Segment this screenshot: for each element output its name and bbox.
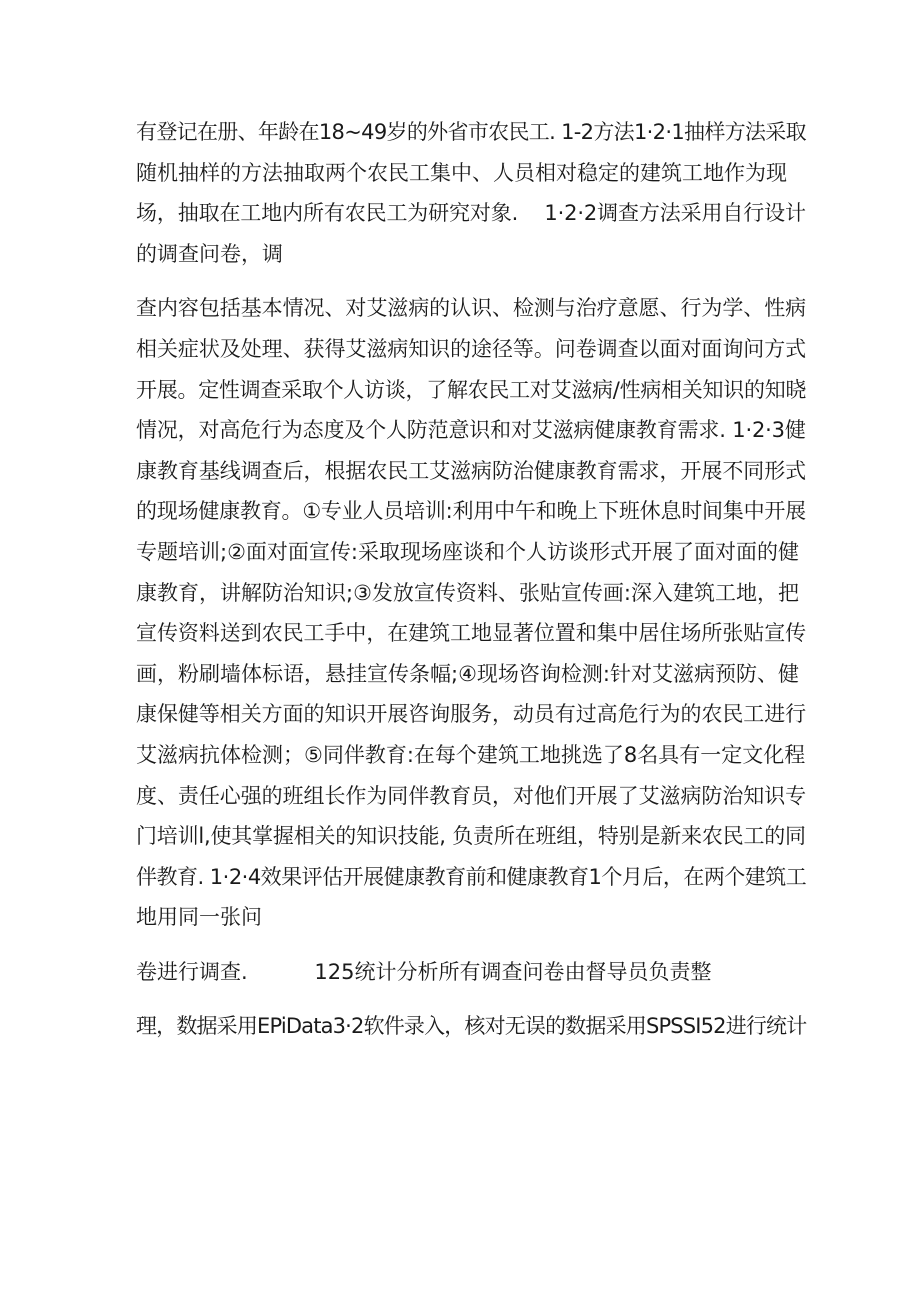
text-line: 情况，对高危行为态度及个人防范意识和对艾滋病健康教育需求. 1·2·3健 [136,418,806,443]
text-line: 门培训l,使其掌握相关的知识技能, 负责所在班组，特别是新来农民工的同 [136,824,806,849]
text-line: 有登记在册、年龄在18~49岁的外省市农民工. 1-2方法1·2·1抽样方法采取 [136,120,806,144]
text-line: 的调查问卷，调 [136,241,283,266]
text-line: 康教育，讲解防治知识;③发放宣传资料、张贴宣传画:深入建筑工地，把 [136,580,799,605]
text-line: 卷进行调查. 125统计分析所有调查问卷由督导员负责整 [136,959,712,984]
text-line: 开展。定性调查采取个人访谈，了解农民工对艾滋病/性病相关知识的知晓 [136,377,807,402]
text-line: 康教育基线调查后，根据农民工艾滋病防治健康教育需求，开展不同形式 [136,458,807,483]
text-line: 随机抽样的方法抽取两个农民工集中、人员相对稳定的建筑工地作为现 [136,160,787,185]
text-line: 度、责任心强的班组长作为同伴教育员，对他们开展了艾滋病防治知识专 [136,783,807,808]
text-line: 场，抽取在工地内所有农民工为研究对象. 1·2·2调查方法采用自行设计 [136,201,806,226]
text-line: 理，数据采用EPiData3·2软件录入，核对无误的数据采用SPSSI52进行统计 [136,1014,807,1039]
text-line: 伴教育. 1·2·4效果评估开展健康教育前和健康教育1个月后，在两个建筑工 [136,864,807,889]
text-line: 专题培训;②面对面宣传:采取现场座谈和个人访谈形式开展了面对面的健 [136,539,799,564]
text-line: 宣传资料送到农民工手中，在建筑工地显著位置和集中居住场所张贴宣传 [136,621,807,646]
text-line: 地用同一张问 [136,905,262,930]
text-line: 康保健等相关方面的知识开展咨询服务，动员有过高危行为的农民工进行 [136,702,807,727]
text-line: 相关症状及处理、获得艾滋病知识的途径等。问卷调查以面对面询问方式 [136,336,807,361]
text-line: 画，粉刷墙体标语，悬挂宣传条幅;④现场咨询检测:针对艾滋病预防、健 [136,661,799,686]
text-line: 查内容包括基本情况、对艾滋病的认识、检测与治疗意愿、行为学、性病 [136,296,807,321]
body-text [136,112,806,1047]
text-line: 的现场健康教育。①专业人员培训:利用中午和晚上下班休息时间集中开展 [136,499,806,524]
text-line: 艾滋病抗体检测；⑤同伴教育:在每个建筑工地挑选了8名具有一定文化程 [136,742,806,767]
